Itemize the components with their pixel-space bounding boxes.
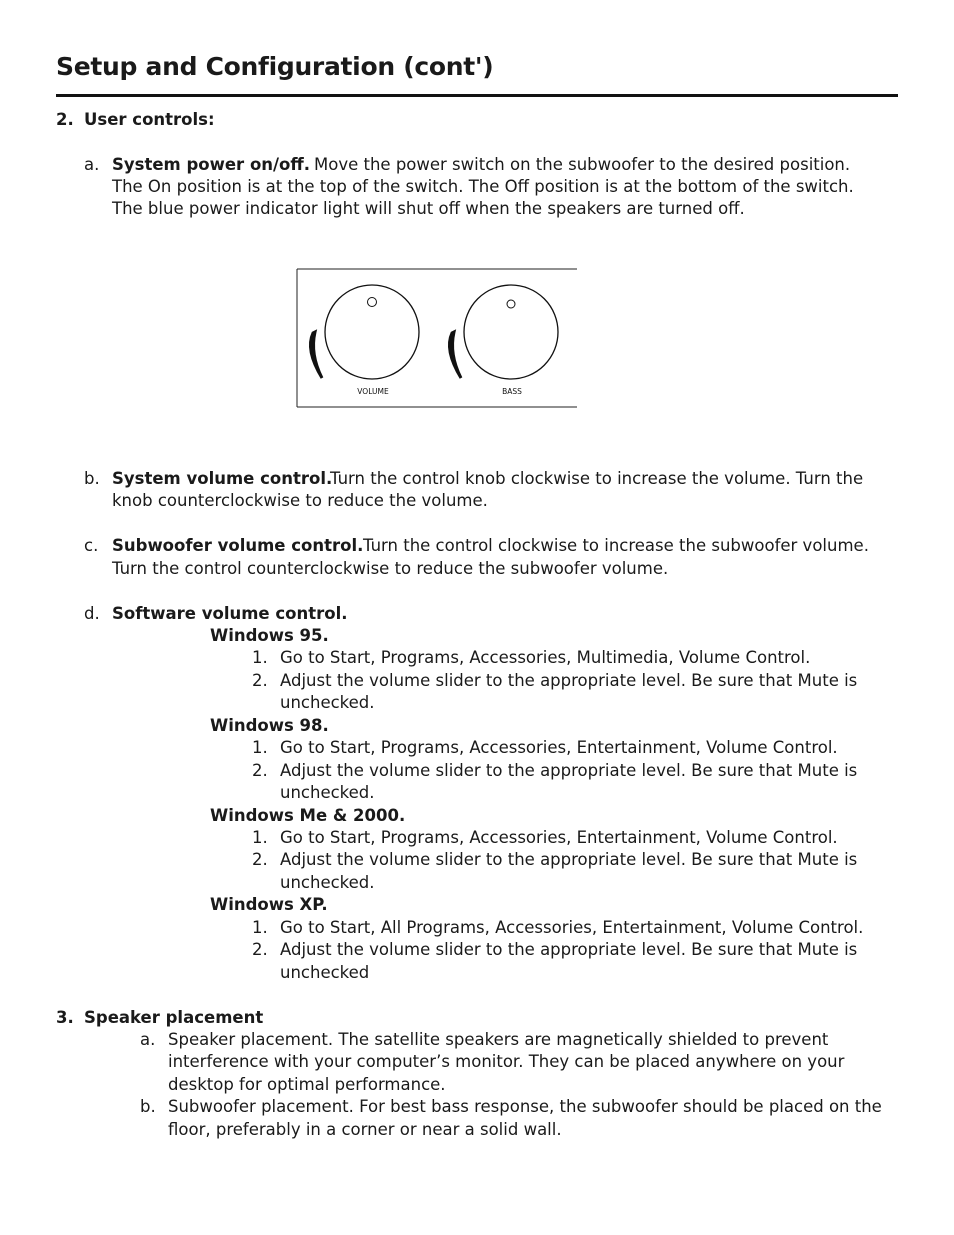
item-2a-line-2: The On position is at the top of the switch. The Off position is at the bottom of the switch. xyxy=(112,177,854,196)
item-2d-marker: d. xyxy=(84,604,100,623)
item-2d-lead: Software volume control. xyxy=(112,604,348,623)
win95-step-1-number: 1. xyxy=(252,648,268,667)
item-2a-line-3: The blue power indicator light will shut off when the speakers are turned off. xyxy=(112,199,745,218)
win95-step-2-line-2: unchecked. xyxy=(280,693,375,712)
winme-step-1-text: Go to Start, Programs, Accessories, Entertainment, Volume Control. xyxy=(280,828,838,847)
item-2b-line-1: Turn the control knob clockwise to increase the volume. Turn the xyxy=(330,469,864,488)
item-3a-line-2: interference with your computer’s monitor. They can be placed anywhere on your xyxy=(168,1052,845,1071)
os-heading-winxp: Windows XP. xyxy=(210,895,328,914)
volume-knob xyxy=(310,285,419,379)
item-2b-line-2: knob counterclockwise to reduce the volume. xyxy=(112,491,488,510)
winxp-step-2-line-2: unchecked xyxy=(280,963,370,982)
item-2b-marker: b. xyxy=(84,469,100,488)
win95-step-1-text: Go to Start, Programs, Accessories, Multimedia, Volume Control. xyxy=(280,648,811,667)
bass-label: BASS xyxy=(502,387,522,396)
winme-step-2-number: 2. xyxy=(252,850,268,869)
section-3-number: 3. xyxy=(56,1008,74,1027)
knobs-illustration xyxy=(296,268,578,408)
item-2a-marker: a. xyxy=(84,155,100,174)
item-3b-line-2: floor, preferably in a corner or near a solid wall. xyxy=(168,1120,562,1139)
os-heading-win95: Windows 95. xyxy=(210,626,329,645)
win98-step-2-line-1: Adjust the volume slider to the appropriate level. Be sure that Mute is xyxy=(280,761,858,780)
item-3a-line-1: Speaker placement. The satellite speakers are magnetically shielded to prevent xyxy=(168,1030,829,1049)
section-2-number: 2. xyxy=(56,110,74,129)
item-2c-lead: Subwoofer volume control. xyxy=(112,536,364,555)
win98-step-1-number: 1. xyxy=(252,738,268,757)
winme-step-1-number: 1. xyxy=(252,828,268,847)
win98-step-2-number: 2. xyxy=(252,761,268,780)
section-2-heading: User controls: xyxy=(84,110,215,129)
item-3b-marker: b. xyxy=(140,1097,156,1116)
winxp-step-1-number: 1. xyxy=(252,918,268,937)
winxp-step-2-number: 2. xyxy=(252,940,268,959)
section-3-heading: Speaker placement xyxy=(84,1008,264,1027)
item-2c-marker: c. xyxy=(84,536,99,555)
os-heading-winme2000: Windows Me & 2000. xyxy=(210,806,406,825)
item-2c-line-1: Turn the control clockwise to increase the subwoofer volume. xyxy=(363,536,869,555)
win98-step-2-line-2: unchecked. xyxy=(280,783,375,802)
winxp-step-1-text: Go to Start, All Programs, Accessories, Entertainment, Volume Control. xyxy=(280,918,864,937)
win98-step-1-text: Go to Start, Programs, Accessories, Entertainment, Volume Control. xyxy=(280,738,838,757)
item-2b-lead: System volume control. xyxy=(112,469,333,488)
item-2a-line-1: Move the power switch on the subwoofer to the desired position. xyxy=(314,155,851,174)
bass-knob xyxy=(449,285,558,379)
winme-step-2-line-1: Adjust the volume slider to the appropriate level. Be sure that Mute is xyxy=(280,850,858,869)
winxp-step-2-line-1: Adjust the volume slider to the appropriate level. Be sure that Mute is xyxy=(280,940,858,959)
win95-step-2-line-1: Adjust the volume slider to the appropriate level. Be sure that Mute is xyxy=(280,671,858,690)
item-2a-lead: System power on/off. xyxy=(112,155,311,174)
item-3a-line-3: desktop for optimal performance. xyxy=(168,1075,446,1094)
item-3a-marker: a. xyxy=(140,1030,156,1049)
volume-label: VOLUME xyxy=(357,387,389,396)
title-divider xyxy=(56,94,898,97)
item-3b-line-1: Subwoofer placement. For best bass response, the subwoofer should be placed on the xyxy=(168,1097,882,1116)
page-title: Setup and Configuration (cont') xyxy=(56,52,494,81)
os-heading-win98: Windows 98. xyxy=(210,716,329,735)
control-knobs-figure xyxy=(296,268,578,408)
win95-step-2-number: 2. xyxy=(252,671,268,690)
winme-step-2-line-2: unchecked. xyxy=(280,873,375,892)
item-2c-line-2: Turn the control counterclockwise to reduce the subwoofer volume. xyxy=(112,559,669,578)
